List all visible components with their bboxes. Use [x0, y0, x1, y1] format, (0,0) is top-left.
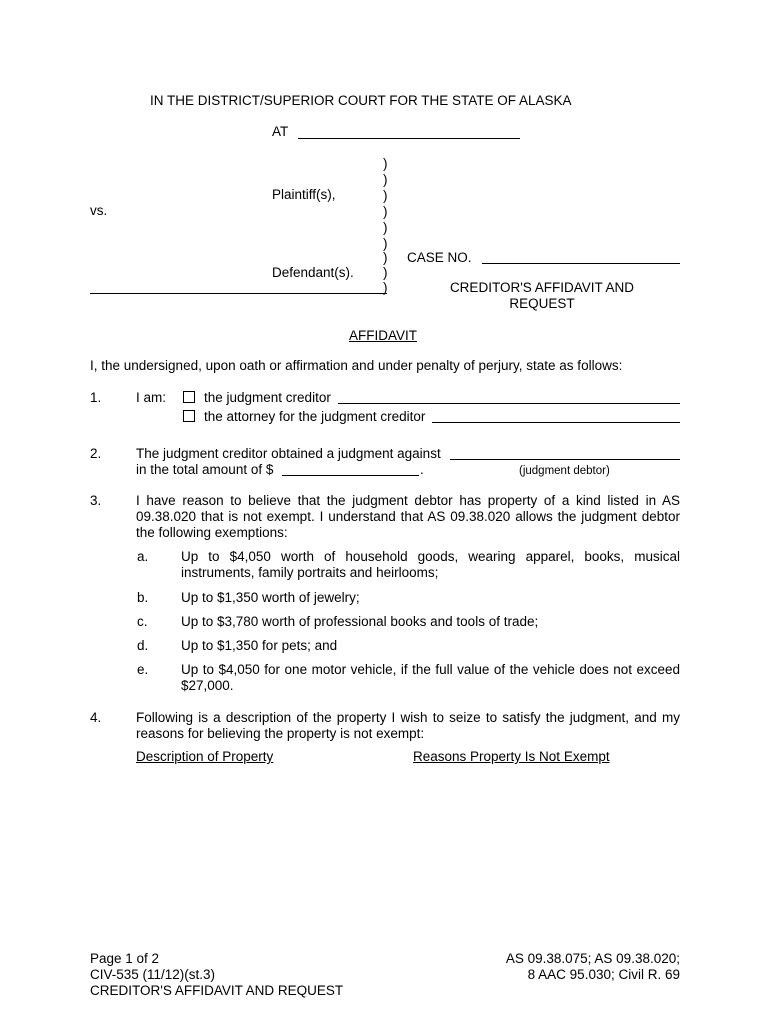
caption-paren: ) — [383, 220, 388, 235]
total-amount-text: in the total amount of $ — [136, 462, 274, 477]
judgment-against-text: The judgment creditor obtained a judgment against — [136, 446, 441, 461]
defendant-name-field[interactable] — [90, 293, 387, 294]
document-title-line1: CREDITOR'S AFFIDAVIT AND — [449, 280, 635, 295]
at-label: AT — [272, 124, 289, 139]
total-amount-field[interactable] — [282, 475, 419, 476]
footer-statute-line2: 8 AAC 95.030; Civil R. 69 — [527, 967, 680, 982]
exemption-text: Up to $1,350 for pets; and — [181, 638, 338, 653]
attorney-name-field[interactable] — [432, 422, 680, 423]
exemption-letter: e. — [137, 662, 149, 677]
footer-form-title: CREDITOR'S AFFIDAVIT AND REQUEST — [90, 983, 344, 998]
attorney-option: the attorney for the judgment creditor — [204, 409, 426, 424]
case-number-field[interactable] — [482, 263, 680, 264]
caption-paren: ) — [383, 250, 388, 265]
at-location-field[interactable] — [298, 138, 520, 139]
affidavit-heading: AFFIDAVIT — [349, 328, 418, 343]
caption-paren: ) — [383, 188, 388, 203]
caption-paren: ) — [383, 280, 388, 295]
defendants-label: Defendant(s). — [272, 265, 354, 280]
exemption-text: Up to $4,050 worth of household goods, wearing apparel, books, musical instruments, family portraits and heirlooms; — [181, 549, 680, 580]
item-2-number: 2. — [90, 446, 102, 461]
footer-page-number: Page 1 of 2 — [90, 951, 160, 966]
court-title: IN THE DISTRICT/SUPERIOR COURT FOR THE STATE OF ALASKA — [150, 93, 572, 108]
caption-paren: ) — [383, 265, 388, 280]
property-description-area[interactable] — [136, 770, 680, 940]
judgment-debtor-field[interactable] — [450, 459, 680, 460]
exemption-letter: b. — [137, 590, 149, 605]
judgment-creditor-checkbox[interactable] — [183, 391, 195, 403]
judgment-creditor-option: the judgment creditor — [204, 390, 331, 405]
total-amount-period: . — [420, 462, 424, 477]
caption-paren: ) — [383, 156, 388, 171]
footer-statute-line1: AS 09.38.075; AS 09.38.020; — [505, 951, 680, 966]
caption-paren: ) — [383, 204, 388, 219]
judgment-debtor-caption: (judgment debtor) — [519, 465, 610, 477]
item-4-text: Following is a description of the property I wish to seize to satisfy the judgment, and my reasons for believing the property is not exempt: — [136, 710, 680, 741]
case-no-label: CASE NO. — [407, 250, 472, 265]
caption-paren: ) — [383, 172, 388, 187]
exemption-text: Up to $4,050 for one motor vehicle, if the full value of the vehicle does not exceed $27,000. — [181, 662, 680, 693]
exemption-letter: d. — [137, 638, 149, 653]
exemption-letter: c. — [137, 614, 148, 629]
exemption-letter: a. — [137, 549, 149, 564]
description-column-header: Description of Property — [136, 749, 274, 764]
exemption-text: Up to $3,780 worth of professional books and tools of trade; — [181, 614, 539, 629]
item-3-number: 3. — [90, 493, 102, 508]
affidavit-intro: I, the undersigned, upon oath or affirmation and under penalty of perjury, state as follows: — [90, 358, 623, 373]
document-title-line2: REQUEST — [509, 296, 575, 311]
plaintiffs-label: Plaintiff(s), — [272, 187, 336, 202]
reasons-column-header: Reasons Property Is Not Exempt — [413, 749, 610, 764]
vs-label: vs. — [90, 203, 108, 218]
attorney-checkbox[interactable] — [183, 410, 195, 422]
exemption-text: Up to $1,350 worth of jewelry; — [181, 590, 360, 605]
judgment-creditor-name-field[interactable] — [338, 403, 680, 404]
item-1-label: I am: — [136, 390, 167, 405]
item-1-number: 1. — [90, 390, 102, 405]
item-3-text: I have reason to believe that the judgment debtor has property of a kind listed in AS 09.38.020 that is not exempt. I understand that AS 09.38.020 allows the judgment debtor the following exemptions: — [136, 493, 680, 540]
caption-paren: ) — [383, 236, 388, 251]
item-4-number: 4. — [90, 710, 102, 725]
footer-form-number: CIV-535 (11/12)(st.3) — [90, 967, 216, 982]
